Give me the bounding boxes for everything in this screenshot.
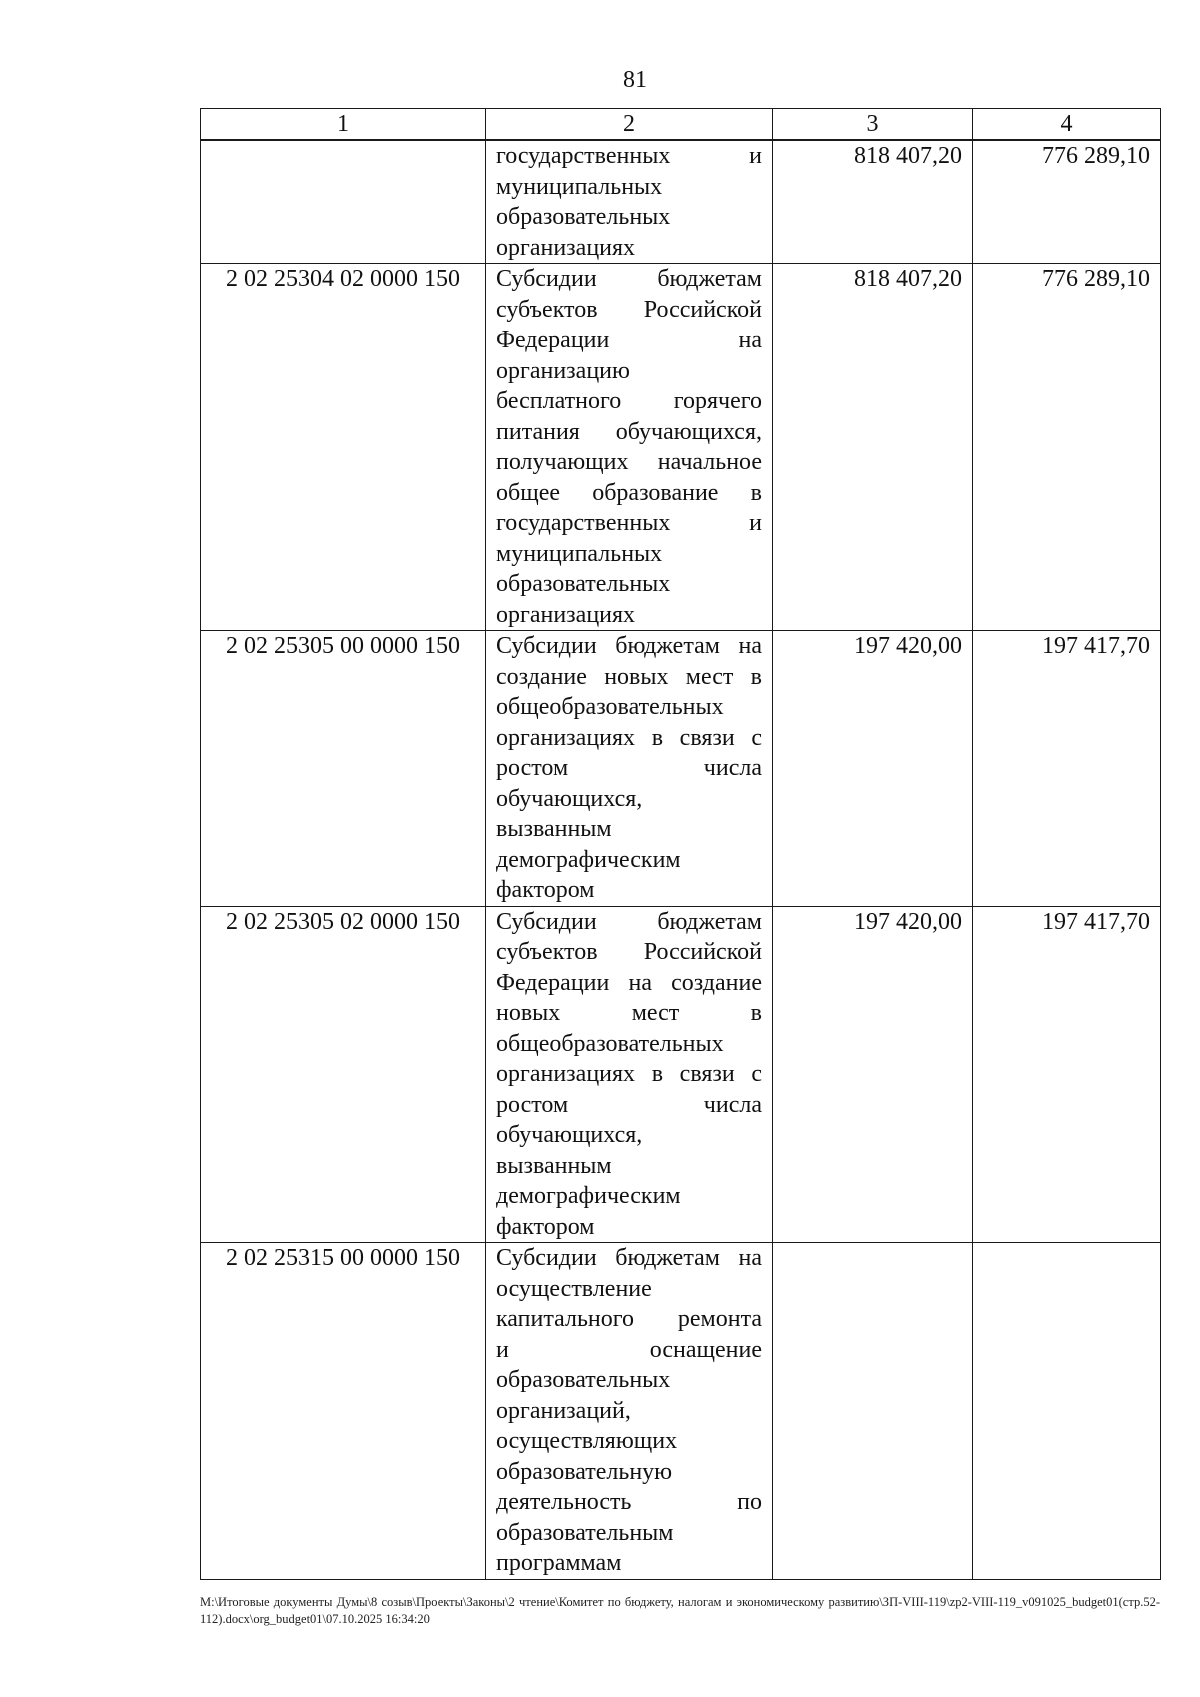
page-number: 81 <box>623 67 647 93</box>
description-line: бесплатного горячего <box>496 388 762 414</box>
description-line: организациях <box>496 601 636 628</box>
budget-code-cell <box>201 140 486 264</box>
table-row <box>201 1243 1161 1580</box>
description-line: организациях в связи с <box>496 724 762 751</box>
description-line: обучающихся, <box>496 1122 643 1148</box>
amount-col4-cell <box>973 1243 1161 1580</box>
description-line: ростом числа <box>496 1091 762 1118</box>
description-line: Субсидии бюджетам <box>496 266 762 292</box>
description-line: государственных и <box>496 143 762 169</box>
description-line: обучающихся, <box>496 785 643 812</box>
footer-file-path: M:\Итоговые документы Думы\8 созыв\Проекты\Законы\2 чтение\Комитет по бюджету, налогам и экономическому развитию\ЗП-VIII-119\zp2-VIII-119_v091025_budget01(стр.52-112).docx\org_budget01\07.10.2025 16:34:20 <box>200 1595 1160 1626</box>
description-line: Федерации на <box>496 327 762 353</box>
description-line: осуществляющих <box>496 1428 678 1454</box>
description-line: Субсидии бюджетам на <box>496 1245 762 1271</box>
amount-col3-cell: 197 420,00 <box>773 906 973 1243</box>
description-line: и оснащение <box>496 1336 762 1363</box>
table-row <box>201 264 1161 631</box>
description-line: демографическим <box>496 1183 681 1209</box>
description-cell <box>486 1243 773 1580</box>
table-body <box>201 140 1161 1579</box>
description-cell <box>486 264 773 631</box>
column-header-4: 4 <box>973 109 1161 141</box>
description-line: субъектов Российской <box>496 939 762 965</box>
description-line: государственных и <box>496 510 762 536</box>
description-line: фактором <box>496 1213 595 1240</box>
budget-code-cell: 2 02 25305 00 0000 150 <box>201 631 486 907</box>
description-line: Субсидии бюджетам <box>496 908 762 935</box>
description-line: образовательную <box>496 1458 673 1485</box>
description-line: питания обучающихся, <box>496 418 762 445</box>
description-line: организаций, <box>496 1397 631 1424</box>
column-header-3: 3 <box>773 109 973 141</box>
description-line: организациях <box>496 234 636 261</box>
description-line: образовательных <box>496 1367 671 1393</box>
description-line: образовательным <box>496 1519 674 1546</box>
amount-col3-cell: 818 407,20 <box>773 264 973 631</box>
description-line: осуществление <box>496 1275 652 1302</box>
budget-code-cell: 2 02 25315 00 0000 150 <box>201 1243 486 1580</box>
description-cell <box>486 140 773 264</box>
description-cell <box>486 631 773 907</box>
amount-col4-cell: 776 289,10 <box>973 264 1161 631</box>
description-line: образовательных <box>496 571 671 597</box>
amount-col4-cell: 776 289,10 <box>973 140 1161 264</box>
description-line: демографическим <box>496 846 681 873</box>
description-line: общеобразовательных <box>496 694 724 720</box>
description-line: вызванным <box>496 816 612 842</box>
description-line: создание новых мест в <box>496 663 762 690</box>
description-line: муниципальных <box>496 173 663 200</box>
table-row <box>201 631 1161 907</box>
description-line: Федерации на создание <box>496 969 762 996</box>
description-line: деятельность по <box>496 1489 762 1515</box>
description-line: общее образование в <box>496 479 762 506</box>
table-row <box>201 140 1161 264</box>
budget-table <box>200 108 1161 1580</box>
budget-code-cell: 2 02 25305 02 0000 150 <box>201 906 486 1243</box>
description-line: организацию <box>496 357 630 384</box>
description-line: новых мест в <box>496 1000 762 1026</box>
description-line: ростом числа <box>496 755 762 781</box>
budget-code-cell: 2 02 25304 02 0000 150 <box>201 264 486 631</box>
description-line: образовательных <box>496 204 671 230</box>
amount-col3-cell: 197 420,00 <box>773 631 973 907</box>
table-header-row <box>201 109 1161 141</box>
description-line: Субсидии бюджетам на <box>496 633 762 659</box>
description-line: вызванным <box>496 1152 612 1179</box>
column-header-1: 1 <box>201 109 486 141</box>
description-line: фактором <box>496 877 595 903</box>
table-row <box>201 906 1161 1243</box>
description-line: капитального ремонта <box>496 1306 762 1332</box>
description-line: субъектов Российской <box>496 296 762 323</box>
column-header-2: 2 <box>486 109 773 141</box>
description-line: общеобразовательных <box>496 1030 724 1057</box>
amount-col4-cell: 197 417,70 <box>973 631 1161 907</box>
description-line: муниципальных <box>496 540 663 567</box>
description-line: организациях в связи с <box>496 1061 762 1087</box>
description-cell <box>486 906 773 1243</box>
amount-col3-cell <box>773 1243 973 1580</box>
description-line: получающих начальное <box>496 449 762 475</box>
amount-col4-cell: 197 417,70 <box>973 906 1161 1243</box>
amount-col3-cell: 818 407,20 <box>773 140 973 264</box>
description-line: программам <box>496 1550 622 1576</box>
